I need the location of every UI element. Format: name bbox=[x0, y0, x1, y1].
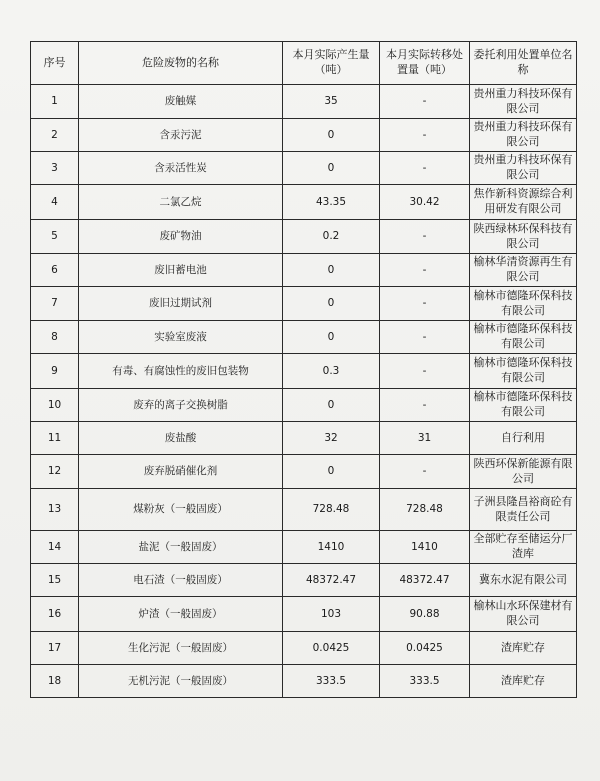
cell-unit: 陕西绿林环保科技有限公司 bbox=[470, 220, 577, 254]
cell-name: 炉渣（一般固废） bbox=[79, 597, 283, 632]
cell-no: 5 bbox=[31, 220, 79, 254]
cell-name: 含汞污泥 bbox=[79, 119, 283, 152]
cell-no: 3 bbox=[31, 152, 79, 185]
cell-transferred: 31 bbox=[380, 422, 470, 455]
cell-produced: 728.48 bbox=[283, 489, 380, 531]
cell-produced: 0.0425 bbox=[283, 632, 380, 665]
cell-produced: 0 bbox=[283, 119, 380, 152]
cell-no: 4 bbox=[31, 185, 79, 220]
cell-unit: 榆林华清资源再生有限公司 bbox=[470, 254, 577, 287]
cell-unit: 榆林市德隆环保科技有限公司 bbox=[470, 389, 577, 422]
cell-transferred: - bbox=[380, 254, 470, 287]
cell-unit: 榆林山水环保建材有限公司 bbox=[470, 597, 577, 632]
cell-name: 废盐酸 bbox=[79, 422, 283, 455]
cell-unit: 全部贮存至储运分厂渣库 bbox=[470, 531, 577, 564]
cell-transferred: - bbox=[380, 287, 470, 321]
cell-name: 电石渣（一般固废） bbox=[79, 564, 283, 597]
cell-produced: 0.2 bbox=[283, 220, 380, 254]
cell-no: 12 bbox=[31, 455, 79, 489]
header-unit: 委托利用处置单位名称 bbox=[470, 42, 577, 85]
table-row bbox=[31, 287, 577, 321]
cell-no: 17 bbox=[31, 632, 79, 665]
cell-produced: 0 bbox=[283, 287, 380, 321]
header-name: 危险废物的名称 bbox=[79, 42, 283, 85]
cell-name: 废弃的离子交换树脂 bbox=[79, 389, 283, 422]
table-row bbox=[31, 389, 577, 422]
cell-name: 废弃脱硝催化剂 bbox=[79, 455, 283, 489]
cell-transferred: - bbox=[380, 455, 470, 489]
cell-no: 11 bbox=[31, 422, 79, 455]
cell-name: 煤粉灰（一般固废） bbox=[79, 489, 283, 531]
table-body bbox=[31, 85, 577, 698]
cell-name: 废触媒 bbox=[79, 85, 283, 119]
cell-transferred: 0.0425 bbox=[380, 632, 470, 665]
waste-table bbox=[30, 41, 577, 698]
cell-produced: 0 bbox=[283, 321, 380, 354]
cell-name: 废矿物油 bbox=[79, 220, 283, 254]
header-transferred: 本月实际转移处置量（吨） bbox=[380, 42, 470, 85]
cell-no: 2 bbox=[31, 119, 79, 152]
cell-no: 7 bbox=[31, 287, 79, 321]
cell-transferred: 333.5 bbox=[380, 665, 470, 698]
cell-unit: 冀东水泥有限公司 bbox=[470, 564, 577, 597]
cell-unit: 榆林市德隆环保科技有限公司 bbox=[470, 287, 577, 321]
table-row bbox=[31, 119, 577, 152]
cell-produced: 0 bbox=[283, 455, 380, 489]
cell-no: 14 bbox=[31, 531, 79, 564]
table-row bbox=[31, 489, 577, 531]
cell-produced: 333.5 bbox=[283, 665, 380, 698]
table-row bbox=[31, 321, 577, 354]
table-row bbox=[31, 85, 577, 119]
cell-transferred: - bbox=[380, 119, 470, 152]
cell-transferred: - bbox=[380, 321, 470, 354]
table-header-row bbox=[31, 42, 577, 85]
cell-unit: 榆林市德隆环保科技有限公司 bbox=[470, 354, 577, 389]
table-row bbox=[31, 632, 577, 665]
cell-produced: 103 bbox=[283, 597, 380, 632]
cell-produced: 1410 bbox=[283, 531, 380, 564]
cell-produced: 32 bbox=[283, 422, 380, 455]
header-no: 序号 bbox=[31, 42, 79, 85]
cell-name: 二氯乙烷 bbox=[79, 185, 283, 220]
cell-produced: 0 bbox=[283, 254, 380, 287]
cell-produced: 0 bbox=[283, 389, 380, 422]
cell-transferred: - bbox=[380, 389, 470, 422]
table-row bbox=[31, 152, 577, 185]
cell-no: 10 bbox=[31, 389, 79, 422]
cell-transferred: 48372.47 bbox=[380, 564, 470, 597]
cell-no: 1 bbox=[31, 85, 79, 119]
cell-name: 有毒、有腐蚀性的废旧包装物 bbox=[79, 354, 283, 389]
table-row bbox=[31, 531, 577, 564]
cell-unit: 自行利用 bbox=[470, 422, 577, 455]
cell-name: 生化污泥（一般固废） bbox=[79, 632, 283, 665]
cell-no: 15 bbox=[31, 564, 79, 597]
cell-unit: 焦作新科资源综合利用研发有限公司 bbox=[470, 185, 577, 220]
table-row bbox=[31, 455, 577, 489]
cell-name: 含汞活性炭 bbox=[79, 152, 283, 185]
cell-unit: 贵州重力科技环保有限公司 bbox=[470, 119, 577, 152]
table-row bbox=[31, 185, 577, 220]
cell-name: 实验室废液 bbox=[79, 321, 283, 354]
cell-unit: 渣库贮存 bbox=[470, 665, 577, 698]
cell-transferred: - bbox=[380, 354, 470, 389]
cell-name: 废旧过期试剂 bbox=[79, 287, 283, 321]
header-produced: 本月实际产生量（吨） bbox=[283, 42, 380, 85]
table-row bbox=[31, 564, 577, 597]
cell-transferred: 1410 bbox=[380, 531, 470, 564]
cell-unit: 子洲县隆昌裕商砼有限责任公司 bbox=[470, 489, 577, 531]
cell-no: 8 bbox=[31, 321, 79, 354]
cell-no: 9 bbox=[31, 354, 79, 389]
cell-transferred: - bbox=[380, 85, 470, 119]
cell-transferred: 728.48 bbox=[380, 489, 470, 531]
table-row bbox=[31, 597, 577, 632]
cell-no: 16 bbox=[31, 597, 79, 632]
cell-no: 18 bbox=[31, 665, 79, 698]
cell-transferred: - bbox=[380, 152, 470, 185]
cell-produced: 35 bbox=[283, 85, 380, 119]
cell-unit: 贵州重力科技环保有限公司 bbox=[470, 152, 577, 185]
cell-unit: 陕西环保新能源有限公司 bbox=[470, 455, 577, 489]
cell-produced: 48372.47 bbox=[283, 564, 380, 597]
table-row bbox=[31, 422, 577, 455]
table-row bbox=[31, 354, 577, 389]
cell-transferred: 30.42 bbox=[380, 185, 470, 220]
cell-name: 废旧蓄电池 bbox=[79, 254, 283, 287]
cell-name: 无机污泥（一般固废） bbox=[79, 665, 283, 698]
cell-transferred: 90.88 bbox=[380, 597, 470, 632]
cell-name: 盐泥（一般固废） bbox=[79, 531, 283, 564]
cell-produced: 43.35 bbox=[283, 185, 380, 220]
cell-transferred: - bbox=[380, 220, 470, 254]
table-row bbox=[31, 254, 577, 287]
cell-produced: 0.3 bbox=[283, 354, 380, 389]
cell-no: 6 bbox=[31, 254, 79, 287]
cell-unit: 贵州重力科技环保有限公司 bbox=[470, 85, 577, 119]
cell-no: 13 bbox=[31, 489, 79, 531]
cell-unit: 榆林市德隆环保科技有限公司 bbox=[470, 321, 577, 354]
table-row bbox=[31, 665, 577, 698]
cell-unit: 渣库贮存 bbox=[470, 632, 577, 665]
table-row bbox=[31, 220, 577, 254]
cell-produced: 0 bbox=[283, 152, 380, 185]
